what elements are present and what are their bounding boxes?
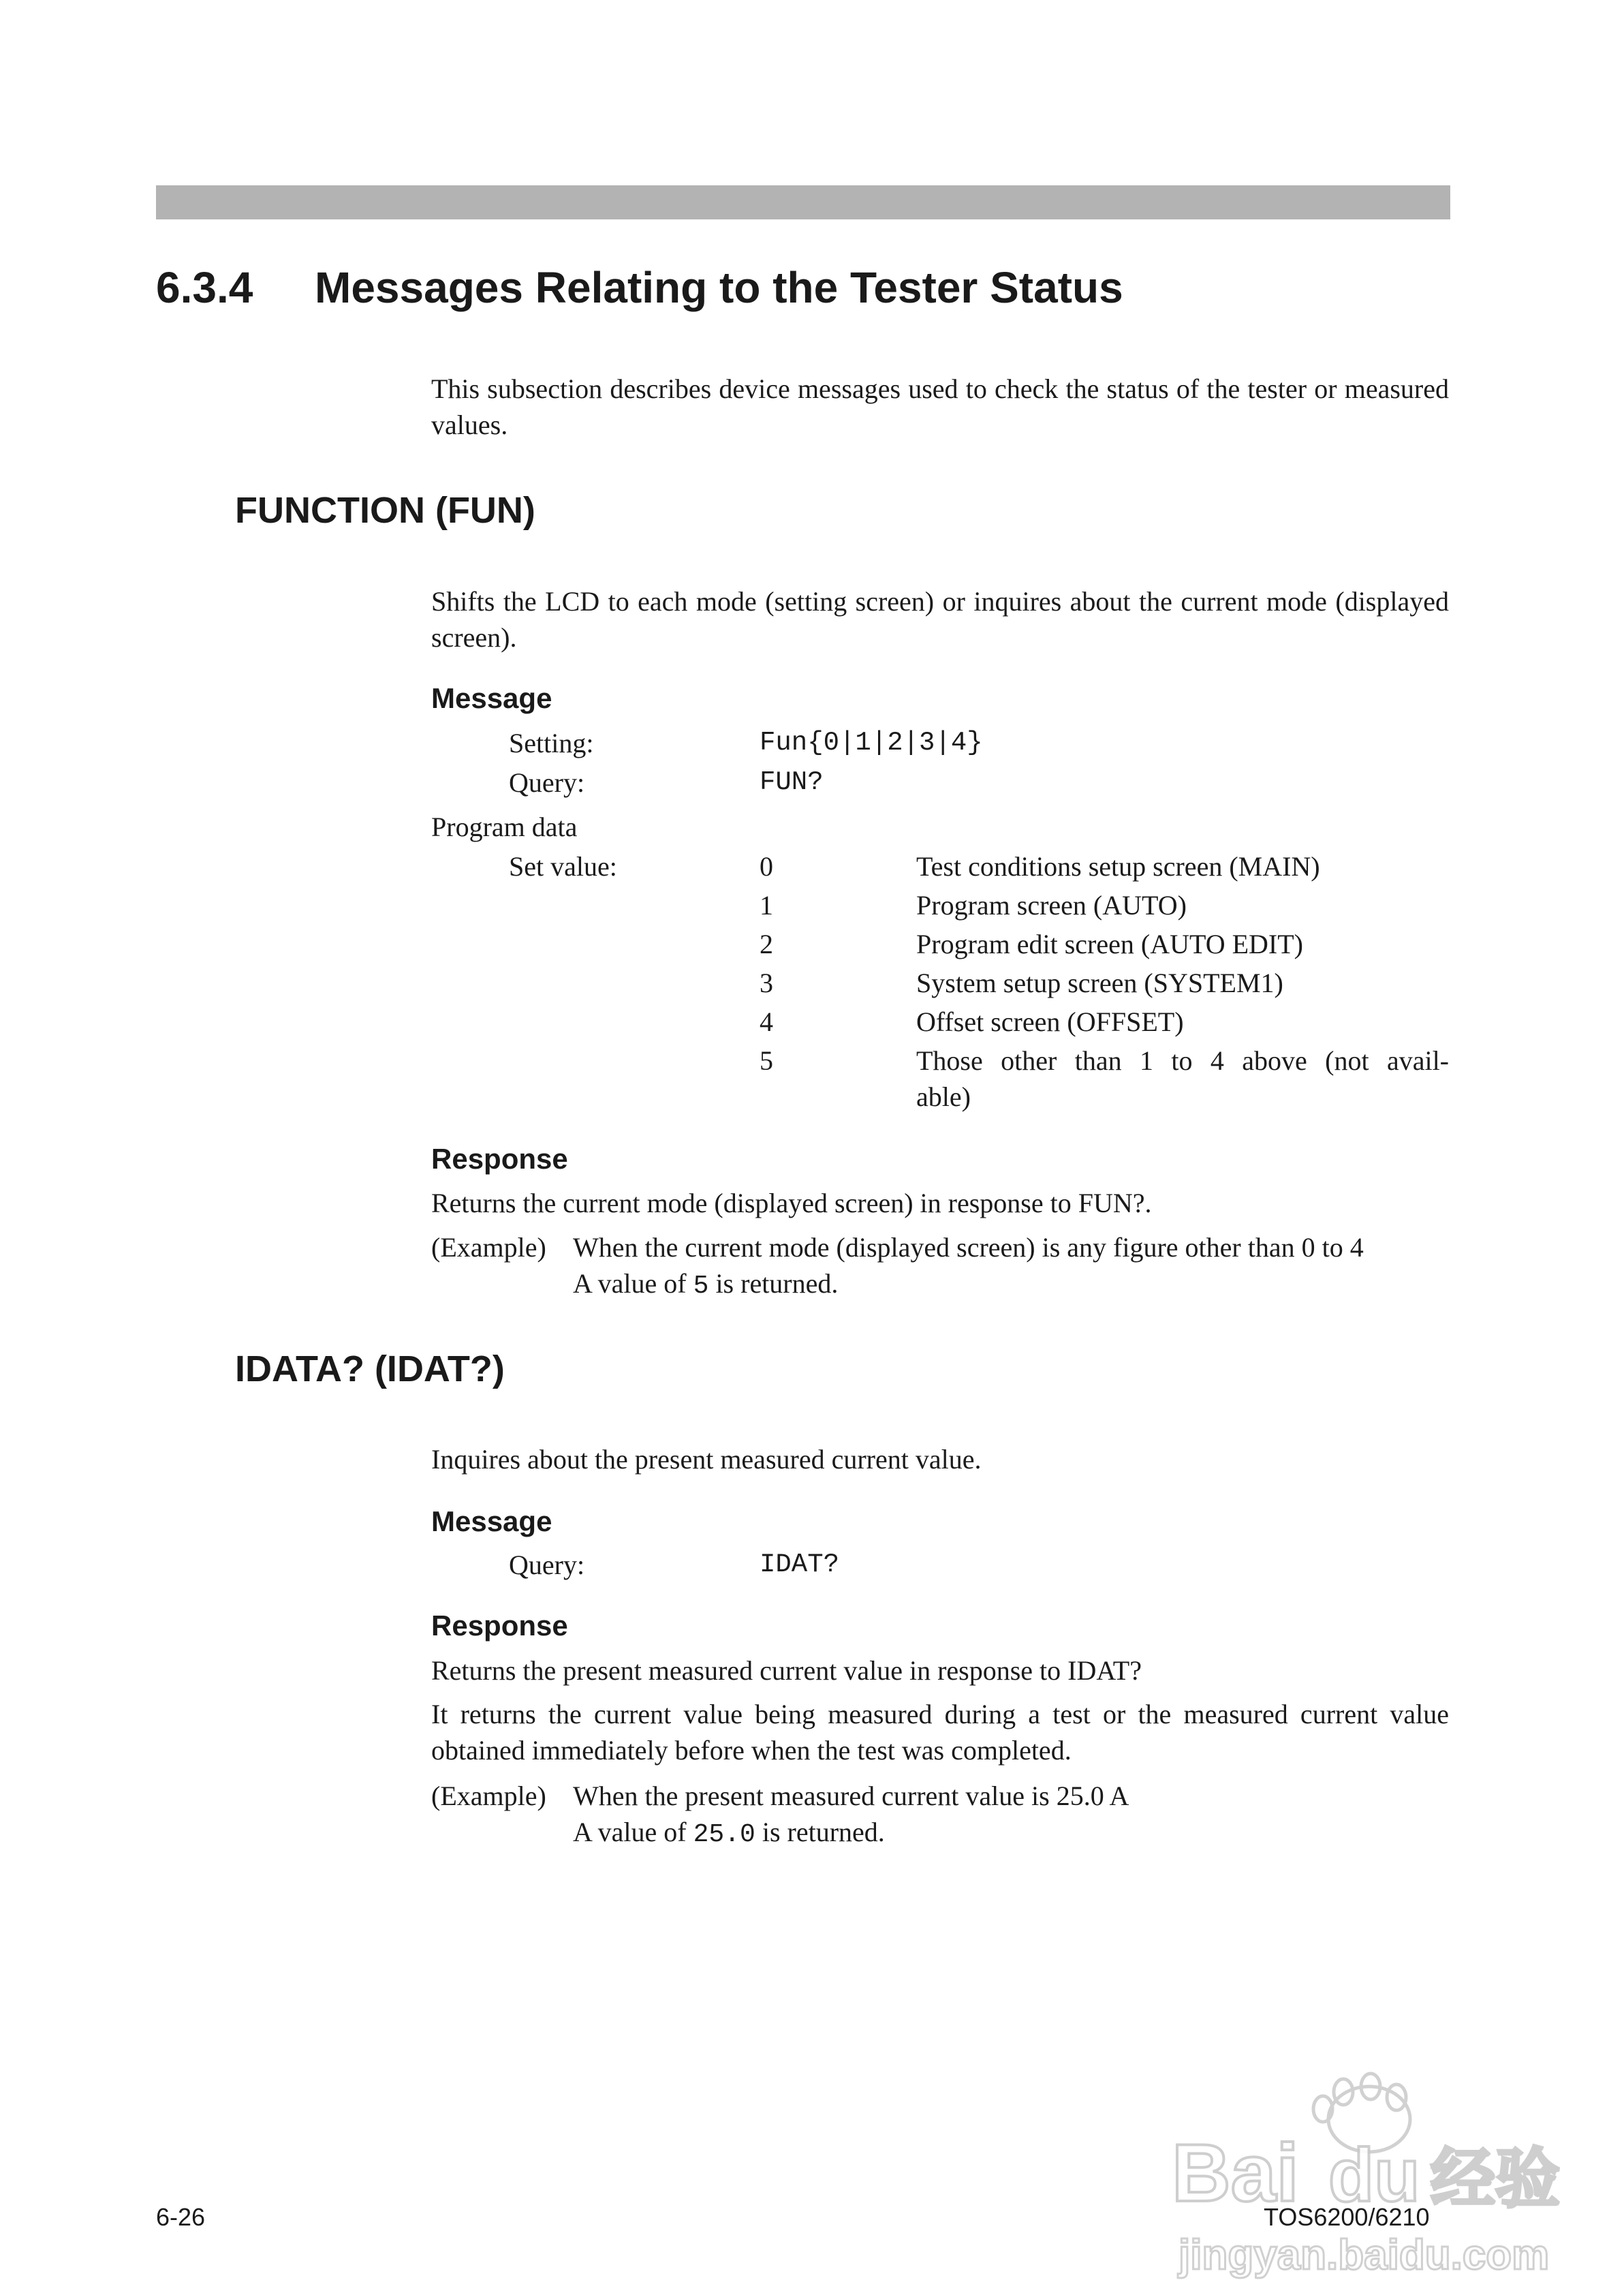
svg-text:经验: 经验	[1431, 2143, 1560, 2215]
example-suffix: is returned.	[755, 1817, 885, 1847]
section-intro: This subsection describes device messages used to check the status of the tester or measured values.	[431, 373, 1449, 440]
idata-query-label: Query:	[509, 1550, 585, 1580]
set-value-desc: System setup screen (SYSTEM1)	[916, 968, 1283, 998]
section-number: 6.3.4	[156, 263, 253, 312]
idata-response-label: Response	[431, 1609, 568, 1642]
example-prefix: A value of	[573, 1268, 693, 1299]
idata-query-syntax: IDAT?	[760, 1550, 840, 1580]
idata-example-line: When the present measured current value is 25.0 A	[573, 1781, 1129, 1811]
set-value-desc: Offset screen (OFFSET)	[916, 1006, 1184, 1037]
section-title: Messages Relating to the Tester Status	[315, 263, 1123, 312]
footer-page-number: 6-26	[156, 2203, 206, 2231]
set-value-code: 3	[760, 968, 773, 998]
function-example-line: When the current mode (displayed screen) is any figure other than 0 to 4	[573, 1232, 1364, 1263]
example-prefix: A value of	[573, 1817, 693, 1847]
program-data-label: Program data	[431, 812, 578, 842]
set-value-code: 0	[760, 851, 773, 882]
example-value: 25.0	[693, 1820, 755, 1849]
idata-message-label: Message	[431, 1505, 552, 1537]
set-value-desc: Program screen (AUTO)	[916, 890, 1187, 921]
function-heading: FUNCTION (FUN)	[235, 490, 535, 531]
idata-example-label: (Example)	[431, 1781, 546, 1811]
set-value-desc: Program edit screen (AUTO EDIT)	[916, 929, 1303, 959]
set-value-desc: Those other than 1 to 4 above (not avail-able)	[916, 1045, 1449, 1112]
svg-text:du: du	[1328, 2134, 1420, 2217]
set-value-desc: Test conditions setup screen (MAIN)	[916, 851, 1320, 882]
section-heading	[156, 263, 1450, 313]
footer-model: TOS6200/6210	[1264, 2203, 1430, 2231]
example-value: 5	[693, 1272, 709, 1301]
set-value-code: 1	[760, 890, 773, 921]
idata-response-detail: It returns the current value being measured during a test or the measured current value obtained immediately before when the test was completed.	[431, 1699, 1449, 1766]
function-setting-syntax: Fun{0|1|2|3|4}	[760, 728, 983, 758]
function-response-text: Returns the current mode (displayed screen) in response to FUN?.	[431, 1188, 1152, 1218]
idata-heading: IDATA? (IDAT?)	[235, 1349, 505, 1389]
function-message-label: Message	[431, 682, 552, 714]
set-value-code: 4	[760, 1006, 773, 1037]
set-value-label: Set value:	[509, 851, 617, 882]
function-query-label: Query:	[509, 767, 585, 798]
function-example-label: (Example)	[431, 1232, 546, 1263]
svg-text:Bai: Bai	[1172, 2127, 1299, 2219]
function-response-label: Response	[431, 1143, 568, 1175]
example-suffix: is returned.	[708, 1268, 839, 1299]
baidu-watermark-logo	[1165, 2071, 1560, 2283]
set-value-code: 5	[760, 1045, 773, 1076]
set-value-code: 2	[760, 929, 773, 959]
function-setting-label: Setting:	[509, 728, 594, 758]
idata-example-result	[573, 1814, 885, 1853]
svg-text:jingyan.baidu.com: jingyan.baidu.com	[1178, 2232, 1550, 2279]
idata-response-text: Returns the present measured current value in response to IDAT?	[431, 1655, 1142, 1686]
idata-description: Inquires about the present measured current value.	[431, 1444, 982, 1475]
header-bar	[156, 185, 1450, 219]
function-description: Shifts the LCD to each mode (setting screen) or inquires about the current mode (displayed screen).	[431, 586, 1449, 653]
function-example-result	[573, 1265, 838, 1304]
function-query-syntax: FUN?	[760, 767, 824, 797]
